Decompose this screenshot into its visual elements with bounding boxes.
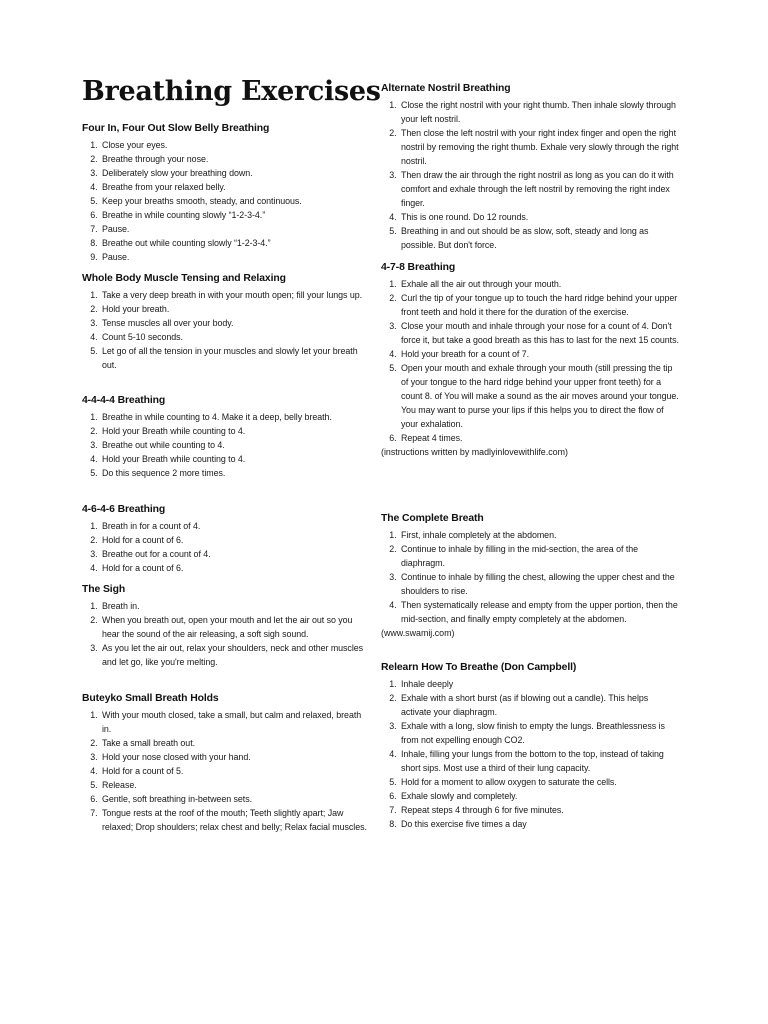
list-item: 3. Close your mouth and inhale through your nose for a count of 4. Don't force it, but take a good breath as this has to last for the next 15 counts. xyxy=(399,319,679,347)
step-list xyxy=(381,277,679,431)
section-buteyko xyxy=(82,692,372,834)
list-item: 4. This is one round. Do 12 rounds. xyxy=(399,210,679,224)
section-belly-breathing xyxy=(82,122,372,264)
list-item: 3. Breathe out while counting to 4. xyxy=(100,438,372,452)
list-item: 3. Tense muscles all over your body. xyxy=(100,316,372,330)
list-item: 7. Pause. xyxy=(100,222,372,236)
list-item: 2. Breathe through your nose. xyxy=(100,152,372,166)
list-item: 3. Then draw the air through the right nostril as long as you can do it with comfort and exhale through the left nostril by removing the right index finger. xyxy=(399,168,679,210)
section-relearn-breathe xyxy=(381,661,679,831)
list-item: 3. Breathe out for a count of 4. xyxy=(100,547,372,561)
step-list xyxy=(82,599,372,669)
list-item: 3. Continue to inhale by filling the chest, allowing the upper chest and the shoulders to rise. xyxy=(399,570,679,598)
step-list xyxy=(381,98,679,252)
list-item: 8. Do this exercise five times a day xyxy=(399,817,679,831)
list-item: 2. Hold your breath. xyxy=(100,302,372,316)
step-list xyxy=(82,138,372,264)
step-list-continued xyxy=(381,431,679,445)
list-item: 5. Hold for a moment to allow oxygen to saturate the cells. xyxy=(399,775,679,789)
source-note: (www.swamij.com) xyxy=(381,628,455,638)
list-item: 1. Exhale all the air out through your mouth. xyxy=(399,277,679,291)
list-item: 7. Tongue rests at the roof of the mouth; Teeth slightly apart; Jaw relaxed; Drop shoulders; relax chest and belly; Relax facial muscles. xyxy=(100,806,372,834)
section-complete-breath xyxy=(381,512,679,640)
list-item: 5. Open your mouth and exhale through your mouth (still pressing the tip of your tongue to the hard ridge behind your upper front teeth) for a count 8. of You will make a sound as the air moves around your tongue. You may want to purse your lips if this helps you to direct the flow of your exhalation. xyxy=(399,361,679,431)
step-list xyxy=(82,288,372,372)
list-item: 1. Close the right nostril with your right thumb. Then inhale slowly through your left nostril. xyxy=(399,98,679,126)
list-item: 3. Exhale with a long, slow finish to empty the lungs. Breathlessness is from not expelling enough CO2. xyxy=(399,719,679,747)
list-item: 4. Hold your Breath while counting to 4. xyxy=(100,452,372,466)
section-heading: Whole Body Muscle Tensing and Relaxing xyxy=(82,273,286,284)
list-item: 4. Hold for a count of 5. xyxy=(100,764,372,778)
step-list xyxy=(82,708,372,834)
list-item: 2. When you breath out, open your mouth and let the air out so you hear the sound of the air releasing, a soft sigh sound. xyxy=(100,613,372,641)
list-item: 4. Breathe from your relaxed belly. xyxy=(100,180,372,194)
section-478-breathing xyxy=(381,261,679,459)
step-list xyxy=(82,410,372,480)
list-item: 1. Breath in for a count of 4. xyxy=(100,519,372,533)
list-item: 6. Repeat 4 times. xyxy=(399,431,679,445)
list-item: 3. As you let the air out, relax your shoulders, neck and other muscles and let go, like you're melting. xyxy=(100,641,372,669)
section-heading: 4-4-4-4 Breathing xyxy=(82,395,166,406)
list-item: 2. Curl the tip of your tongue up to touch the hard ridge behind your upper front teeth and hold it there for the duration of the exercise. xyxy=(399,291,679,319)
list-item: 9. Pause. xyxy=(100,250,372,264)
section-heading: 4-7-8 Breathing xyxy=(381,262,456,273)
source-note: (instructions written by madlyinlovewithlife.com) xyxy=(381,447,568,457)
list-item: 5. Release. xyxy=(100,778,372,792)
section-heading: Alternate Nostril Breathing xyxy=(381,83,511,94)
list-item: 2. Hold for a count of 6. xyxy=(100,533,372,547)
list-item: 4. Hold your breath for a count of 7. xyxy=(399,347,679,361)
list-item: 8. Breathe out while counting slowly “1-2-3-4.” xyxy=(100,236,372,250)
list-item: 1. Inhale deeply xyxy=(399,677,679,691)
list-item: 6. Gentle, soft breathing in-between sets. xyxy=(100,792,372,806)
section-heading: Four In, Four Out Slow Belly Breathing xyxy=(82,123,270,134)
section-4646-breathing xyxy=(82,503,372,575)
list-item: 3. Hold your nose closed with your hand. xyxy=(100,750,372,764)
list-item: 2. Hold your Breath while counting to 4. xyxy=(100,424,372,438)
section-alternate-nostril xyxy=(381,82,679,252)
section-heading: Buteyko Small Breath Holds xyxy=(82,693,219,704)
list-item: 1. First, inhale completely at the abdomen. xyxy=(399,528,679,542)
list-item: 5. Keep your breaths smooth, steady, and continuous. xyxy=(100,194,372,208)
section-4444-breathing xyxy=(82,394,372,480)
list-item: 5. Let go of all the tension in your muscles and slowly let your breath out. xyxy=(100,344,372,372)
list-item: 4. Hold for a count of 6. xyxy=(100,561,372,575)
list-item: 2. Take a small breath out. xyxy=(100,736,372,750)
list-item: 2. Exhale with a short burst (as if blowing out a candle). This helps activate your diaphragm. xyxy=(399,691,679,719)
document-title: Breathing Exercises xyxy=(82,76,381,107)
list-item: 4. Inhale, filling your lungs from the bottom to the top, instead of taking short sips. Most use a third of their lung capacity. xyxy=(399,747,679,775)
list-item: 6. Exhale slowly and completely. xyxy=(399,789,679,803)
list-item: 7. Repeat steps 4 through 6 for five minutes. xyxy=(399,803,679,817)
list-item: 1. Breathe in while counting to 4. Make it a deep, belly breath. xyxy=(100,410,372,424)
section-heading: Relearn How To Breathe (Don Campbell) xyxy=(381,662,577,673)
section-the-sigh xyxy=(82,583,372,669)
list-item: 4. Then systematically release and empty from the upper portion, then the mid-section, and finally empty completely at the abdomen. xyxy=(399,598,679,626)
list-item: 4. Count 5-10 seconds. xyxy=(100,330,372,344)
step-list xyxy=(381,677,679,831)
step-list xyxy=(381,528,679,626)
section-heading: The Sigh xyxy=(82,584,126,595)
section-muscle-tensing xyxy=(82,272,372,372)
list-item: 1. Breath in. xyxy=(100,599,372,613)
step-list xyxy=(82,519,372,575)
list-item: 6. Breathe in while counting slowly “1-2-3-4.” xyxy=(100,208,372,222)
list-item: 1. Take a very deep breath in with your mouth open; fill your lungs up. xyxy=(100,288,372,302)
list-item: 2. Continue to inhale by filling in the mid-section, the area of the diaphragm. xyxy=(399,542,679,570)
section-heading: The Complete Breath xyxy=(381,513,484,524)
list-item: 1. With your mouth closed, take a small, but calm and relaxed, breath in. xyxy=(100,708,372,736)
list-item: 5. Do this sequence 2 more times. xyxy=(100,466,372,480)
list-item: 3. Deliberately slow your breathing down. xyxy=(100,166,372,180)
list-item: 1. Close your eyes. xyxy=(100,138,372,152)
list-item: 5. Breathing in and out should be as slow, soft, steady and long as possible. But don't force. xyxy=(399,224,679,252)
list-item: 2. Then close the left nostril with your right index finger and open the right nostril by removing the right thumb. Exhale very slowly through the right nostril. xyxy=(399,126,679,168)
section-heading: 4-6-4-6 Breathing xyxy=(82,504,166,515)
